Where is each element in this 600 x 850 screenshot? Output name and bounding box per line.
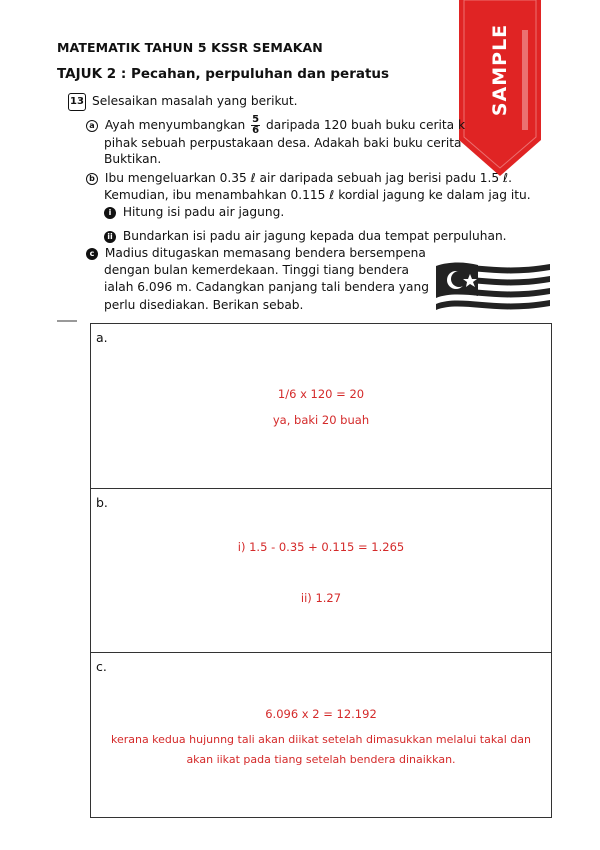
malaysia-flag-illustration	[432, 252, 554, 320]
answer-b-part-ii: ii) 1.27	[300, 591, 342, 605]
answer-a-conclusion: ya, baki 20 buah	[272, 413, 370, 427]
page-mark	[57, 320, 77, 322]
part-c-line4: perlu disediakan. Berikan sebab.	[104, 298, 304, 312]
answer-c-working: 6.096 x 2 = 12.192	[265, 707, 377, 721]
answer-label-c: c.	[96, 659, 107, 674]
part-c-line3: ialah 6.096 m. Cadangkan panjang tali bendera yang	[104, 280, 429, 294]
answer-box-b	[91, 489, 551, 653]
answer-b-part-i: i) 1.5 - 0.35 + 0.115 = 1.265	[237, 540, 405, 554]
part-c-text1: Madius ditugaskan memasang bendera bersempena	[104, 246, 426, 260]
sample-ribbon-text: SAMPLE	[489, 23, 511, 117]
worksheet-topic: TAJUK 2 : Pecahan, perpuluhan dan peratus	[57, 66, 390, 82]
part-a-text-after: daripada 120 buah buku cerita k	[266, 118, 466, 132]
sub-i-badge: i	[104, 207, 116, 219]
part-a-badge: a	[86, 120, 98, 132]
answer-label-a: a.	[96, 330, 108, 345]
part-b-line2: Kemudian, ibu menambahkan 0.115 ℓ kordial jagung ke dalam jag itu.	[104, 188, 531, 202]
fraction-denominator: 6	[252, 125, 260, 136]
answer-a-working: 1/6 x 120 = 20	[277, 387, 365, 401]
part-c-badge: c	[86, 248, 98, 260]
question-number-box: 13	[68, 93, 86, 111]
answer-c-reason-line2: akan iikat pada tiang setelah bendera dinaikkan.	[186, 753, 456, 766]
part-a-text-before: Ayah menyumbangkan	[104, 118, 246, 132]
part-b-badge: b	[86, 173, 98, 185]
fraction-numerator: 5	[252, 114, 260, 125]
answer-c-reason-line1: kerana kedua hujunng tali akan diikat setelah dimasukkan melalui takal dan	[110, 733, 532, 746]
sub-ii-text: Bundarkan isi padu air jagung kepada dua tempat perpuluhan.	[122, 229, 507, 243]
part-a-line3: Buktikan.	[104, 152, 162, 166]
part-b-sub-i	[104, 204, 284, 220]
fraction-five-sixths	[251, 115, 260, 136]
sub-ii-badge: ii	[104, 231, 116, 243]
part-b-text1: Ibu mengeluarkan 0.35 ℓ air daripada sebuah jag berisi padu 1.5 ℓ.	[104, 171, 512, 185]
answer-table	[90, 323, 552, 818]
answer-label-b: b.	[96, 495, 108, 510]
part-a-line2: pihak sebuah perpustakaan desa. Adakah baki buku cerita	[104, 136, 462, 150]
part-b-line1	[86, 170, 512, 186]
part-c-line2: dengan bulan kemerdekaan. Tinggi tiang bendera	[104, 263, 410, 277]
sub-i-text: Hitung isi padu air jagung.	[122, 205, 285, 219]
answer-box-c	[91, 653, 551, 817]
part-a-line1	[86, 115, 465, 136]
part-c-line1	[86, 245, 426, 261]
worksheet-title: MATEMATIK TAHUN 5 KSSR SEMAKAN	[57, 40, 323, 55]
question-instruction: Selesaikan masalah yang berikut.	[92, 94, 298, 108]
part-b-sub-ii	[104, 228, 507, 244]
answer-box-a	[91, 324, 551, 489]
sample-ribbon-text-wrap	[459, 0, 541, 140]
